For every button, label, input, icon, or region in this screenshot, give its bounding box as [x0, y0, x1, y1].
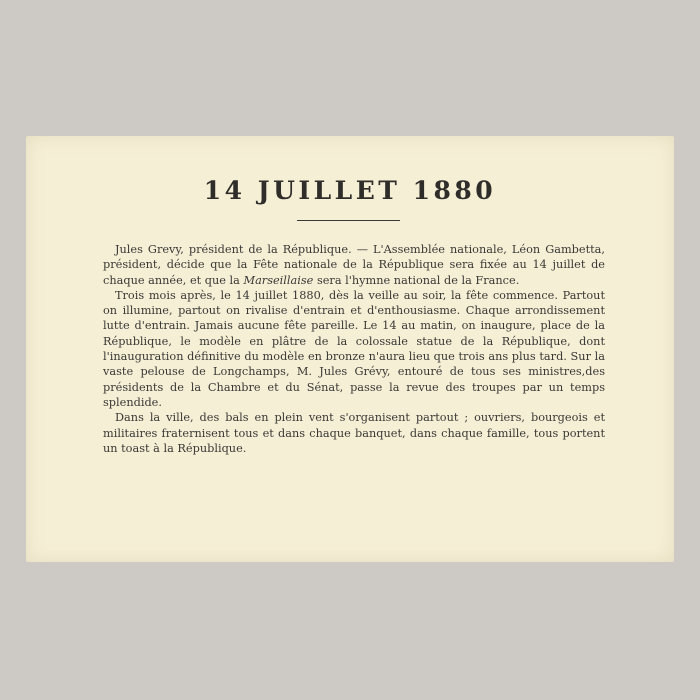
paragraph-3: Dans la ville, des bals en plein vent s'organisent partout ; ouvriers, bourgeois et militaires fraternisent tous et dans chaque banquet, dans chaque famille, tous portent un toast à la République.	[103, 411, 605, 455]
document-body	[103, 242, 605, 456]
paragraph-2: Trois mois après, le 14 juillet 1880, dès la veille au soir, la fête commence. Partout on illumine, partout on rivalise d'entrain et d'enthousiasme. Chaque arrondissement lutte d'entrain. Jamais aucune fête pareille. Le 14 au matin, on inaugure, place de la République, le modèle en plâtre de la colossale statue de la République, dont l'inauguration définitive du modèle en bronze n'aura lieu que trois ans plus tard. Sur la vaste pelouse de Longchamps, M. Jules Grévy, entouré de tous ses ministres,des présidents de la Chambre et du Sénat, passe la revue des troupes par un temps splendide.	[103, 288, 605, 409]
document-card	[26, 136, 674, 562]
document-title: 14 JUILLET 1880	[203, 176, 497, 205]
title-divider	[297, 220, 400, 221]
paragraph-1-italic: Marseillaise	[243, 273, 314, 287]
paragraph-1-text: Jules Grevy, président de la République. — L'Assemblée nationale, Léon Gambetta, président, décide que la Fête nationale de la République sera fixée au 14 juillet de chaque année, et que la	[103, 243, 605, 287]
paragraph-1	[103, 242, 605, 288]
paragraph-1-text-end: sera l'hymne national de la France.	[313, 273, 520, 287]
